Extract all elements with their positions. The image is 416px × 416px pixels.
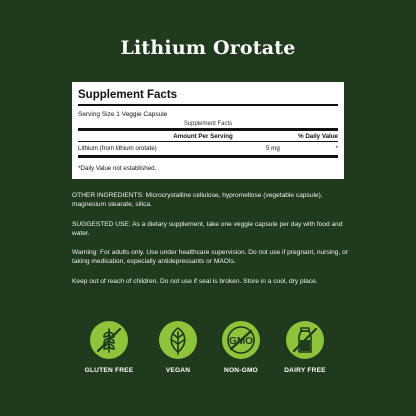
- badge-dairy-free: [275, 321, 335, 374]
- supplement-facts-panel: [72, 82, 344, 179]
- amount-per-serving-header: Amount Per Serving: [173, 133, 233, 140]
- badge-label: GLUTEN FREE: [84, 367, 134, 374]
- suggested-use: SUGGESTED USE: As a dietary supplement, take one veggie capsule per day with food and water.: [72, 221, 343, 238]
- serving-size: Serving Size 1 Veggie Capsule: [78, 111, 168, 118]
- other-ingredients: OTHER INGREDIENTS: Microcrystalline cellulose, hypromellose (vegetable capsule), magnesium stearate, silica.: [72, 192, 323, 209]
- product-title: Lithium Orotate: [120, 37, 296, 59]
- supplement-facts-heading: Supplement Facts: [78, 89, 338, 106]
- gmo-crossed-icon: [222, 321, 260, 359]
- leaf-icon: [159, 321, 197, 359]
- badge-label: VEGAN: [165, 367, 191, 374]
- badge-label: DAIRY FREE: [284, 367, 326, 374]
- milk-bottle-crossed-icon: [286, 321, 324, 359]
- nutrient-dv: *: [335, 145, 338, 152]
- facts-row: [78, 142, 338, 158]
- warning-text: Warning: For adults only. Use under healthcare supervision. Do not use if pregnant, nursing, or taking medication, especially antidepressants or MAOIs.: [72, 249, 348, 266]
- badge-vegan: [148, 321, 208, 374]
- nutrient-name: Lithium (from lithium orotate): [78, 145, 157, 152]
- wheat-crossed-icon: [90, 321, 128, 359]
- daily-value-header: % Daily Value: [298, 133, 338, 140]
- supplement-facts-subheading: Supplement Facts: [183, 121, 233, 127]
- badge-non-gmo: [211, 321, 271, 374]
- facts-footnote: *Daily Value not established.: [78, 165, 157, 172]
- nutrient-amount: 5 mg: [266, 145, 280, 152]
- badge-gluten-free: [79, 321, 139, 374]
- storage-text: Keep out of reach of children. Do not use if seal is broken. Store in a cool, dry place.: [72, 278, 318, 285]
- badge-label: NON-GMO: [224, 367, 258, 374]
- facts-column-header: [78, 131, 338, 142]
- svg-text:GMO: GMO: [229, 336, 253, 347]
